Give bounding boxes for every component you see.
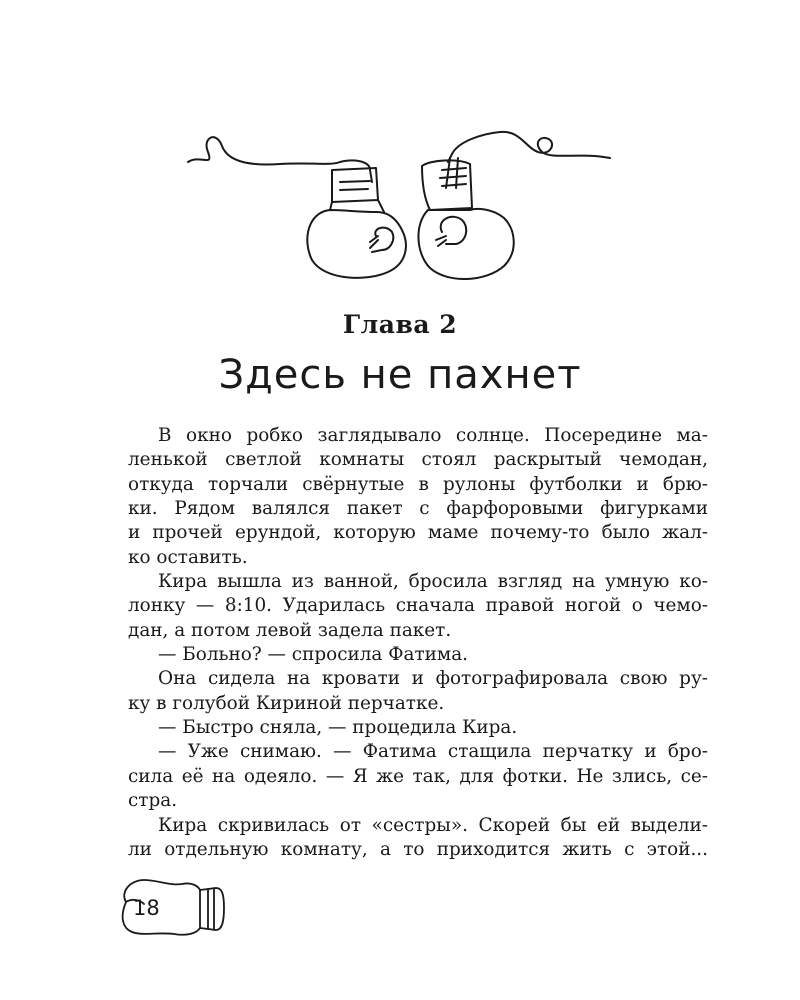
text-line: Она сидела на кровати и фотографировала свою ру- <box>158 668 708 690</box>
page-footer <box>112 872 232 944</box>
boxing-glove-icon <box>112 872 232 944</box>
text-line: и прочей ерундой, которую маме почему-то было жал- <box>128 522 708 544</box>
text-line: ли отдельную комнату, а то приходится жить с этой... <box>128 838 708 860</box>
text-line: лонку — 8:10. Ударилась сначала правой ногой о чемо- <box>128 595 708 617</box>
text-line: сила её на одеяло. — Я же так, для фотки. Не злись, се- <box>128 765 708 787</box>
text-line: — Быстро сняла, — процедила Кира. <box>158 717 518 739</box>
chapter-title: Здесь не пахнет <box>218 352 582 398</box>
text-line: дан, а потом левой задела пакет. <box>128 619 452 641</box>
text-line: Кира скривилась от «сестры». Скорей бы ей выдели- <box>158 814 708 836</box>
text-line: В окно робко заглядывало солнце. Посередине ма- <box>158 425 708 446</box>
text-line: ку в голубой Кириной перчатке. <box>128 692 445 714</box>
text-line: — Больно? — спросила Фатима. <box>158 644 469 666</box>
text-line: откуда торчали свёрнутые в рулоны футболки и брю- <box>128 473 708 495</box>
text-line: ленькой светлой комнаты стоял раскрытый чемодан, <box>128 449 708 471</box>
text-line: — Уже снимаю. — Фатима стащила перчатку и бро- <box>158 741 708 763</box>
boxing-gloves-icon <box>180 128 620 288</box>
text-line: стра. <box>128 790 178 812</box>
chapter-label: Глава 2 <box>342 310 458 339</box>
text-line: ко оставить. <box>128 546 248 568</box>
page-number: 18 <box>133 896 160 920</box>
text-line: ки. Рядом валялся пакет с фарфоровыми фигурками <box>128 498 708 520</box>
text-line: Кира вышла из ванной, бросила взгляд на умную ко- <box>158 571 708 593</box>
chapter-body-text <box>128 424 708 862</box>
